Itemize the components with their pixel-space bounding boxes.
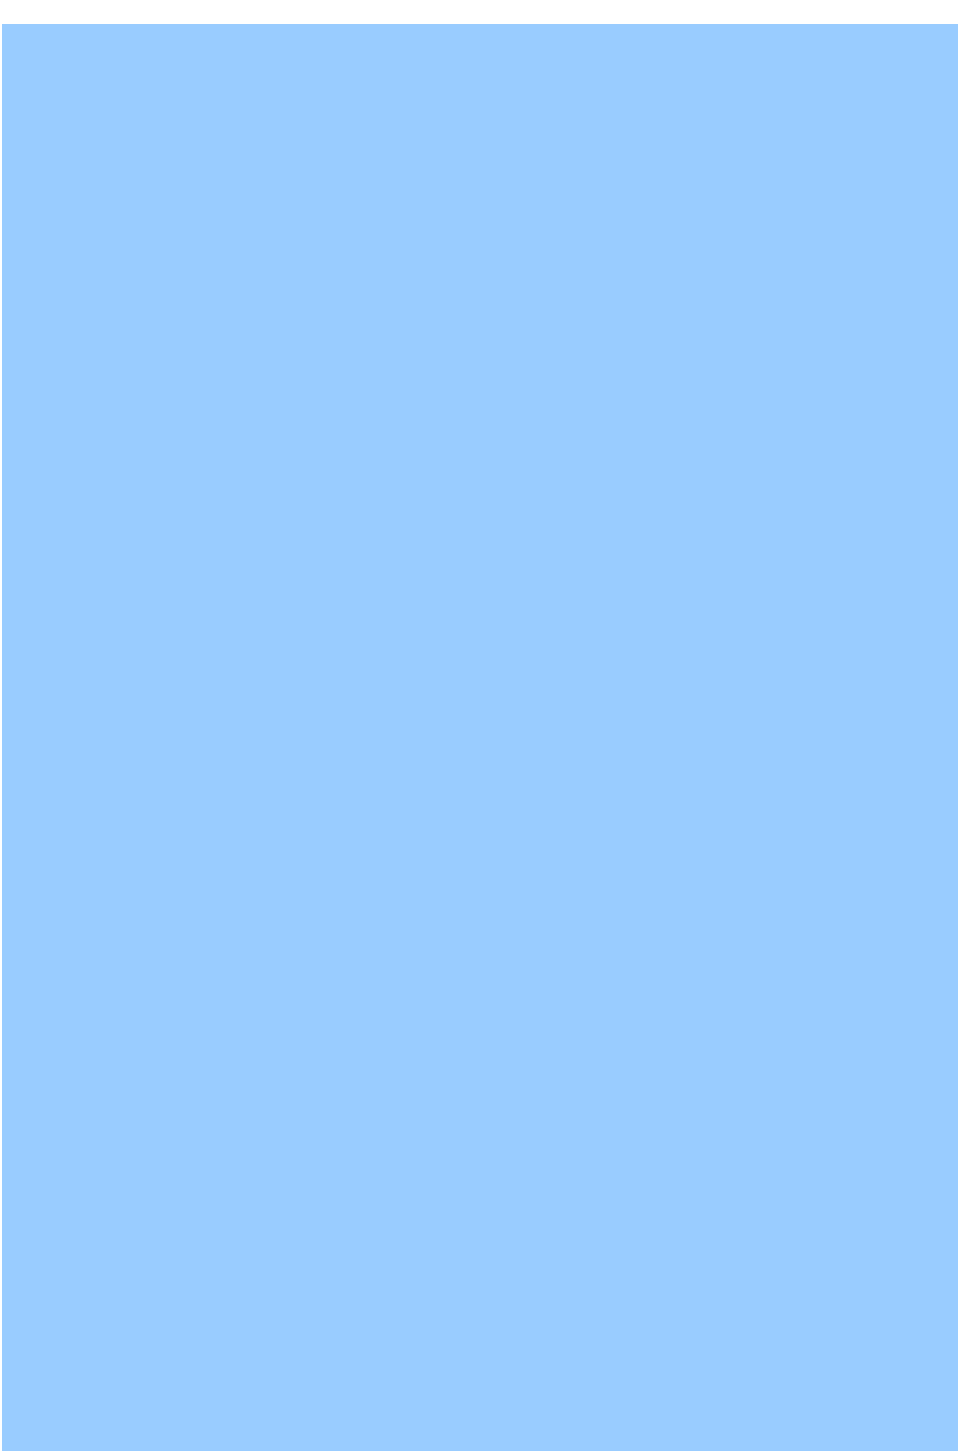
storyline-table xyxy=(2,24,958,1451)
